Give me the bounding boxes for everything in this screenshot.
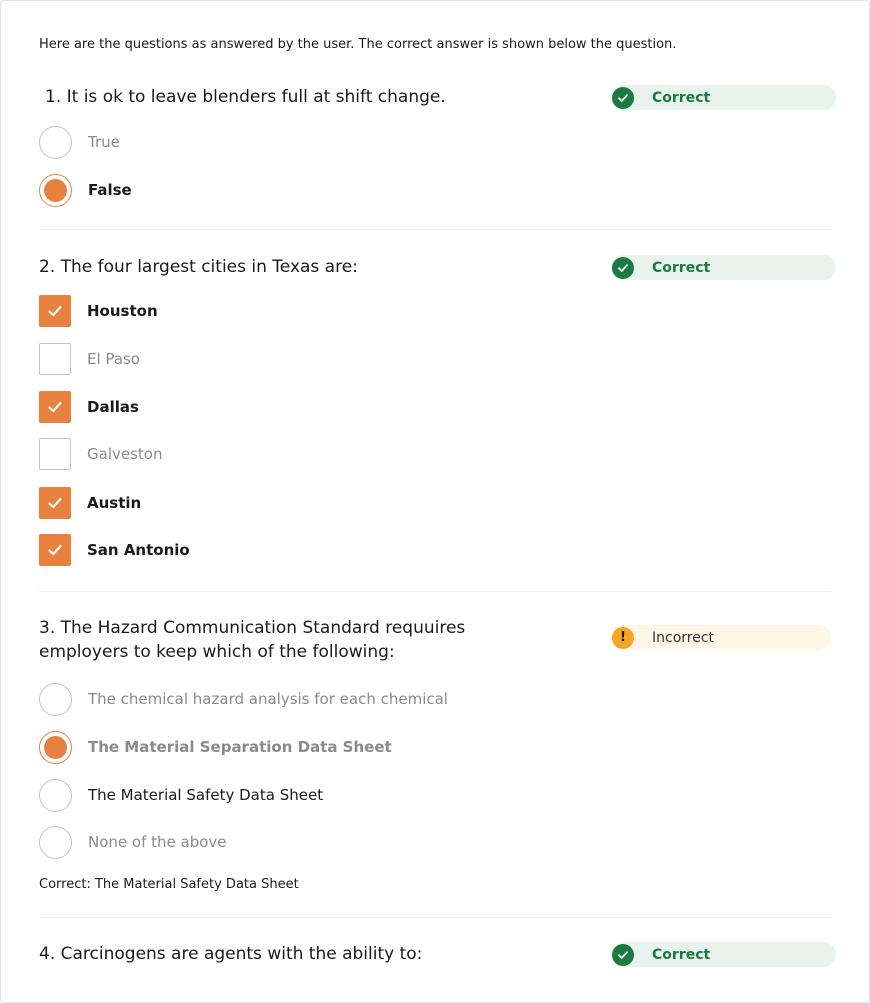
question-3-title — [39, 616, 465, 664]
option-label: None of the above — [88, 833, 227, 851]
radio-button[interactable] — [39, 826, 72, 859]
option-label: False — [88, 181, 132, 199]
option-label: Dallas — [87, 398, 139, 416]
question-2-title: 2. The four largest cities in Texas are: — [39, 257, 358, 277]
radio-button-selected[interactable] — [39, 731, 72, 764]
option-label: Galveston — [87, 445, 163, 463]
checkbox-checked[interactable] — [39, 391, 71, 423]
radio-button[interactable] — [39, 126, 72, 159]
intro-text: Here are the questions as answered by the user. The correct answer is shown below the question. — [39, 37, 677, 52]
correct-answer-note: Correct: The Material Safety Data Sheet — [39, 877, 299, 892]
radio-button[interactable] — [39, 683, 72, 716]
status-label: Incorrect — [652, 629, 715, 646]
radio-button[interactable] — [39, 779, 72, 812]
question-1-title: 1. It is ok to leave blenders full at shift change. — [45, 87, 446, 107]
divider — [39, 591, 831, 592]
question-4-status-badge — [611, 942, 836, 967]
option-label: Austin — [87, 494, 142, 512]
status-label: Correct — [652, 946, 711, 963]
question-2-option-houston[interactable] — [39, 294, 158, 328]
check-circle-icon — [612, 944, 634, 966]
checkbox-checked[interactable] — [39, 295, 71, 327]
option-label: True — [88, 133, 120, 151]
checkmark-icon — [47, 400, 63, 414]
question-2-status-badge — [611, 255, 836, 280]
question-3-option-2[interactable] — [39, 730, 392, 764]
checkbox-checked[interactable] — [39, 487, 71, 519]
option-label: The Material Safety Data Sheet — [88, 786, 324, 804]
option-label: El Paso — [87, 350, 140, 368]
check-circle-icon — [612, 87, 634, 109]
checkbox[interactable] — [39, 343, 71, 375]
question-4-title: 4. Carcinogens are agents with the ability to: — [39, 944, 423, 964]
status-label: Correct — [652, 89, 711, 106]
question-2-option-galveston[interactable] — [39, 437, 162, 471]
question-2-option-dallas[interactable] — [39, 390, 139, 424]
radio-button-selected[interactable] — [39, 174, 72, 207]
question-3-option-1[interactable] — [39, 682, 448, 716]
divider — [39, 917, 831, 918]
question-1-option-true[interactable] — [39, 125, 120, 159]
divider — [39, 229, 831, 230]
warning-icon: ! — [612, 627, 634, 649]
checkmark-icon — [47, 304, 63, 318]
question-1-option-false[interactable] — [39, 173, 132, 207]
option-label: San Antonio — [87, 541, 190, 559]
question-3-title-line-1: 3. The Hazard Communication Standard requuires — [39, 618, 466, 638]
question-3-option-4[interactable] — [39, 825, 227, 859]
question-1-status-badge — [611, 85, 836, 110]
check-circle-icon — [612, 257, 634, 279]
question-2-option-san-antonio[interactable] — [39, 533, 190, 567]
checkmark-icon — [47, 543, 63, 557]
question-2-option-austin[interactable] — [39, 486, 141, 520]
question-2-option-el-paso[interactable] — [39, 342, 140, 376]
checkbox-checked[interactable] — [39, 534, 71, 566]
option-label: The Material Separation Data Sheet — [88, 738, 392, 756]
checkmark-icon — [47, 496, 63, 510]
option-label: Houston — [87, 302, 158, 320]
checkbox[interactable] — [39, 438, 71, 470]
status-label: Correct — [652, 259, 711, 276]
option-label: The chemical hazard analysis for each chemical — [88, 690, 448, 708]
question-3-title-line-2: employers to keep which of the following: — [39, 642, 395, 662]
question-3-option-3[interactable] — [39, 778, 323, 812]
question-3-status-badge — [611, 625, 831, 650]
